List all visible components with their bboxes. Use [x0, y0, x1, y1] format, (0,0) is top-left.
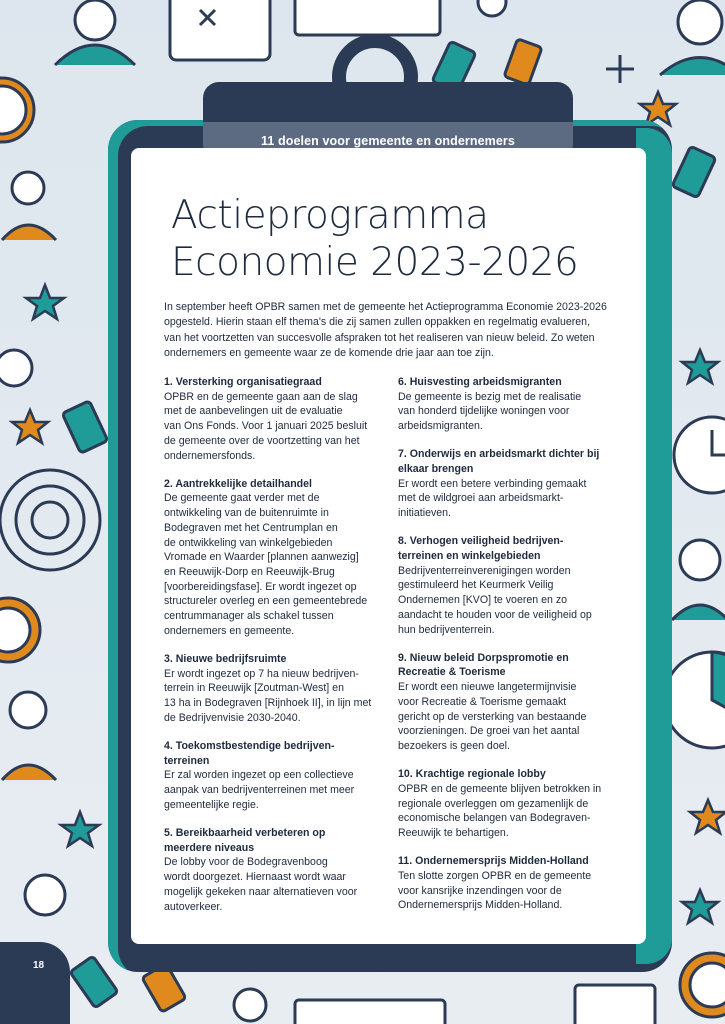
goal-text: Er wordt een betere verbinding gemaakt met de wildgroei aan arbeidsmarkt- initiatieven.: [398, 477, 587, 520]
goals-column-right: [398, 375, 618, 927]
goal-title: 11. Ondernemersprijs Midden-Holland: [398, 855, 589, 868]
goal-item: [164, 375, 384, 463]
page-number: 18: [33, 960, 45, 971]
goal-title: 7. Onderwijs en arbeidsmarkt dichter bij elkaar brengen: [398, 448, 600, 476]
page-title: [171, 192, 611, 286]
goal-text: OPBR en de gemeente blijven betrokken in regionale overleggen om gezamenlijk de economische belangen van Bodegraven- Reeuwijk te behartigen.: [398, 782, 602, 839]
goal-title: 10. Krachtige regionale lobby: [398, 768, 546, 781]
goal-item: [398, 854, 618, 913]
goal-title: 3. Nieuwe bedrijfsruimte: [164, 652, 287, 665]
goal-text: Er wordt een nieuwe langetermijnvisie voor Recreatie & Toerisme gemaakt gericht op de versterking van bestaande voorzieningen. De groei van het aantal bezoekers is geen doel.: [398, 681, 587, 752]
goal-title: 9. Nieuw beleid Dorpspromotie en Recreatie & Toerisme: [398, 651, 569, 679]
goal-text: De lobby voor de Bodegravenboog wordt doorgezet. Hiernaast wordt waar mogelijk gekeken naar alternatieven voor autoverkeer.: [164, 856, 358, 913]
presentation-icon: [295, 0, 440, 35]
lightbulb-icon: [234, 989, 266, 1021]
goal-title: 2. Aantrekkelijke detailhandel: [164, 477, 312, 490]
goal-item: [398, 534, 618, 637]
goal-text: Bedrijventerreinverenigingen worden gestimuleerd het Keurmerk Veilig Ondernemen [KVO] te voeren en zo aandacht te houden voor de veiligheid op hun bedrijventerrein.: [398, 564, 592, 636]
goal-text: Er zal worden ingezet op een collectieve aanpak van bedrijventerreinen met meer gemeentelijke regie.: [164, 769, 355, 811]
goal-item: [164, 826, 384, 914]
goal-title: 4. Toekomstbestendige bedrijven- terreinen: [164, 739, 335, 767]
goal-item: [164, 652, 384, 726]
goal-title: 5. Bereikbaarheid verbeteren op meerdere niveaus: [164, 826, 326, 854]
presentation-icon: [295, 1000, 445, 1024]
goal-text: Er wordt ingezet op 7 ha nieuw bedrijven- terrein in Reeuwijk [Zoutman-West] en 13 ha in Bodegraven [Rijnhoek II], in lijn met de Bedrijvenvisie 2030-2040.: [164, 667, 372, 724]
clipboard-icon: [575, 985, 655, 1024]
goal-text: De gemeente is bezig met de realisatie van honderd tijdelijke woningen voor arbeidsmigranten.: [398, 390, 582, 433]
goal-item: [164, 739, 384, 813]
page-number-tab: [0, 942, 70, 1024]
clip-label: 11 doelen voor gemeente en ondernemers: [261, 134, 515, 148]
goal-text: OPBR en de gemeente gaan aan de slag met de aanbevelingen uit de evaluatie van Ons Fonds. Voor 1 januari 2025 besluit de gemeente over de voortzetting van het ondernemersfonds.: [164, 390, 368, 462]
intro-paragraph: In september heeft OPBR samen met de gemeente het Actieprogramma Economie 2023-2026 opgesteld. Hierin staan elf thema's die zij samen zullen oppakken en regelmatig evalueren, van het voortzetten van succesvolle afspraken tot het realiseren van nieuw beleid. Zo weten ondernemers en gemeente waar ze de komende drie jaar aan toe zijn.: [164, 301, 607, 360]
lightbulb-icon: [478, 0, 506, 16]
goal-item: [164, 477, 384, 639]
goal-title: 6. Huisvesting arbeidsmigranten: [398, 376, 562, 388]
goal-item: [398, 447, 618, 521]
chart-board-icon: [170, 0, 270, 60]
person-icon: [0, 350, 32, 386]
goal-item: [398, 375, 618, 434]
goal-item: [398, 767, 618, 841]
goal-text: Ten slotte zorgen OPBR en de gemeente voor kansrijke inzendingen voor de Ondernemersprijs Midden-Holland.: [398, 869, 592, 912]
goal-text: De gemeente gaat verder met de ontwikkeling van de buitenruimte in Bodegraven met het Centrumplan en de ontwikkeling van winkelgebieden Vromade en Waarder [plannen aanwezig] en Reeuwijk-Dorp en Reeuwijk-Brug [voorbereidingsfase]. Er wordt ingezet op structureler overleg en een gemeentebrede centrummanager als schakel tussen ondernemers en gemeente.: [164, 492, 368, 637]
title-line-2: Economie 2023-2026: [171, 240, 579, 285]
person-icon: [25, 875, 65, 915]
goal-item: [398, 651, 618, 754]
goals-column-left: [164, 375, 384, 928]
title-line-1: Actieprogramma: [171, 193, 489, 238]
goal-title: 8. Verhogen veiligheid bedrijven- terreinen en winkelgebieden: [398, 535, 564, 563]
goal-title: 1. Versterking organisatiegraad: [164, 376, 322, 388]
